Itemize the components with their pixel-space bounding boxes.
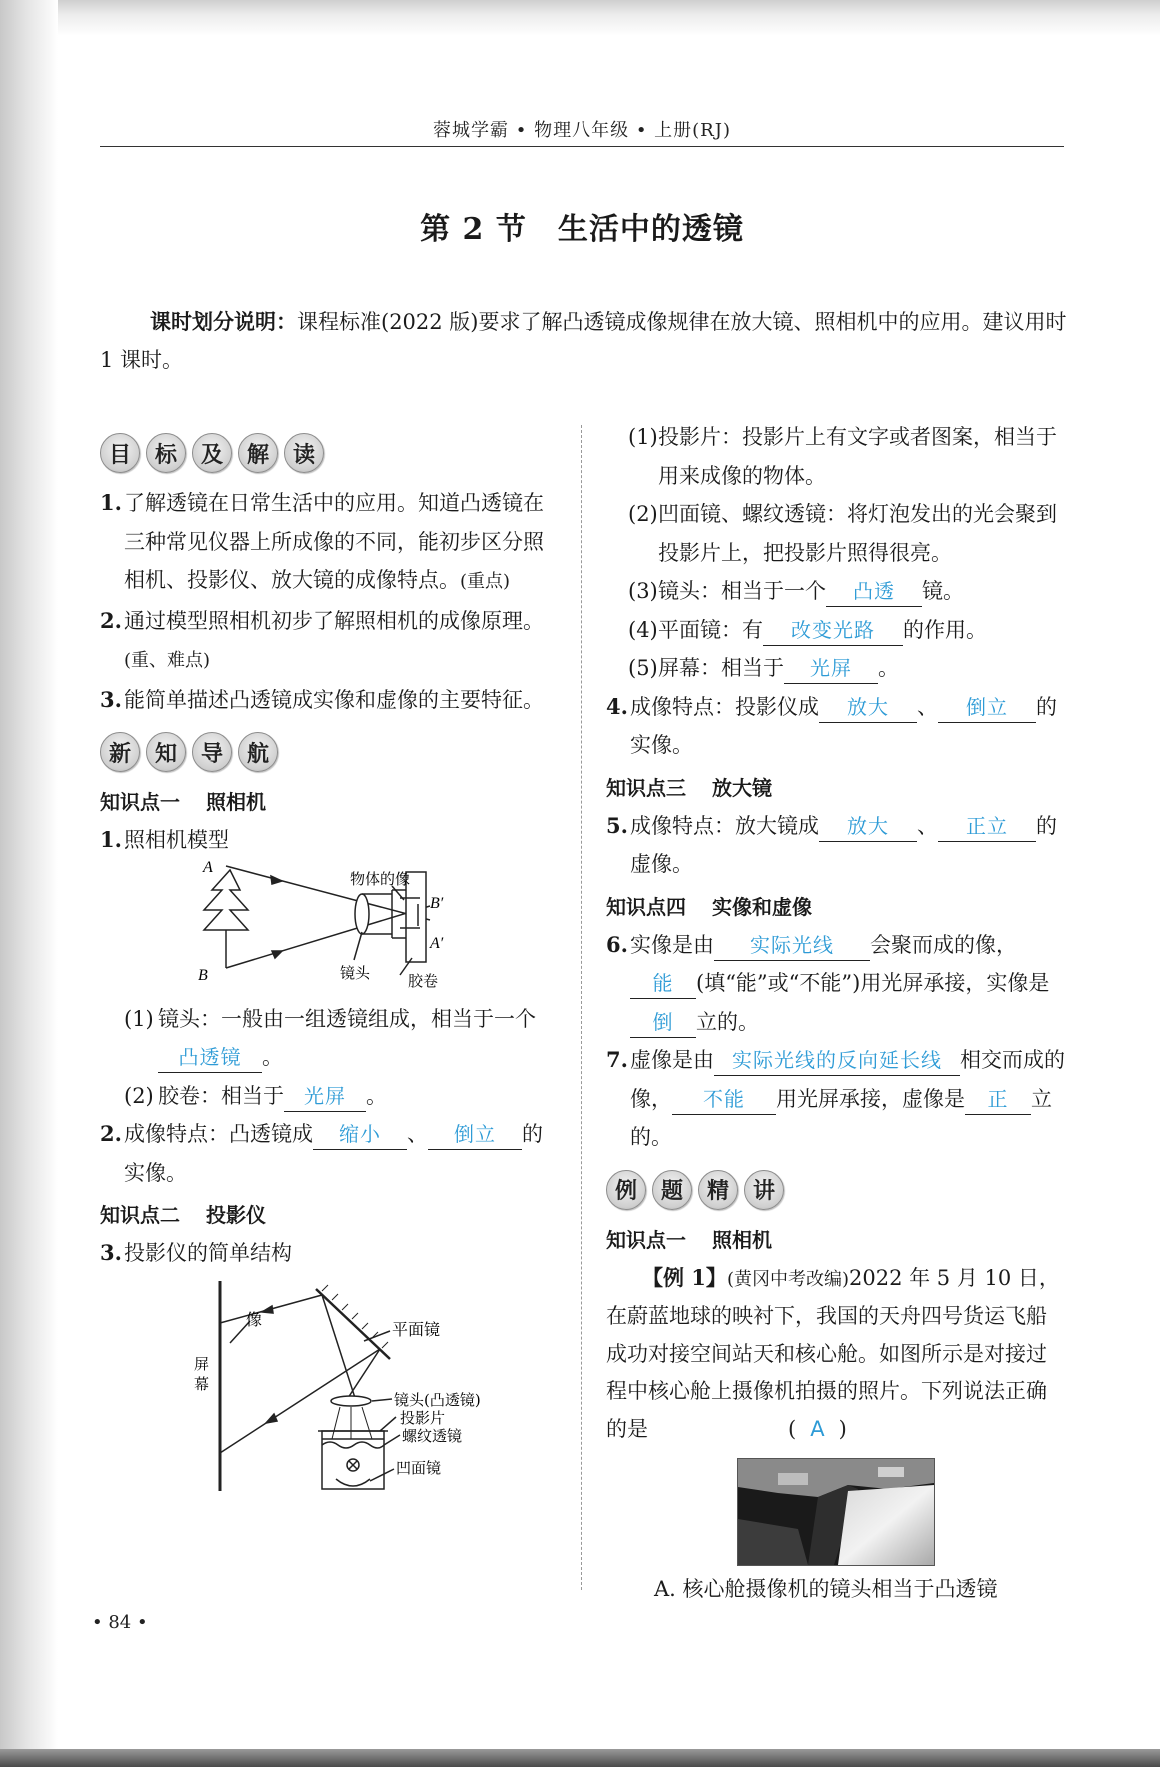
- sub-number: (1): [124, 1006, 154, 1031]
- answer-blank: 不能: [672, 1084, 776, 1115]
- badge-char: 标: [146, 433, 186, 473]
- text: 成像特点：投影仪成: [630, 694, 819, 719]
- badge-char: 精: [698, 1170, 738, 1210]
- answer-blank: 改变光路: [763, 615, 903, 646]
- docking-photo: [737, 1458, 935, 1566]
- badge-examples: [606, 1167, 1066, 1213]
- question-number: 4.: [606, 693, 628, 719]
- question-number: 7.: [606, 1047, 628, 1072]
- text: 凹面镜、螺纹透镜：将灯泡发出的光会聚到投影片上，把投影片照得很亮。: [658, 502, 1057, 565]
- kp-label: 知识点一: [606, 1227, 686, 1252]
- label-B-prime: B′: [430, 894, 444, 912]
- question-text: 投影仪的简单结构: [124, 1241, 292, 1265]
- option-a: [606, 1570, 1066, 1609]
- label-concave-mirror: 凹面镜: [396, 1458, 442, 1477]
- page-left-shadow: [0, 0, 58, 1767]
- answer-blank: 正立: [938, 811, 1036, 842]
- text: 成像特点：放大镜成: [630, 813, 819, 838]
- knowledge-point-heading: [100, 1196, 562, 1234]
- text: 的虚像。: [630, 813, 1057, 876]
- answer-blank: 倒立: [938, 692, 1036, 723]
- label-A: A: [203, 859, 213, 876]
- intro-label: 课时划分说明：: [150, 309, 297, 334]
- text: 、: [407, 1122, 428, 1146]
- goal-item: [100, 484, 562, 602]
- text: 会聚而成的像，: [870, 932, 1017, 957]
- label-A-prime: A′: [430, 934, 444, 952]
- knowledge-point-heading: [606, 1221, 1066, 1259]
- text: 实像是由: [630, 932, 714, 957]
- badge-char: 解: [238, 433, 278, 473]
- intro-text: 课程标准(2022 版)要求了解凸透镜成像规律在放大镜、照相机中的应用。建议用时 1 课时。: [100, 310, 1067, 372]
- goal-text: 了解透镜在日常生活中的应用。知道凸透镜在三种常见仪器上所成像的不同，能初步区分照相机、投影仪、放大镜的成像特点。: [124, 491, 544, 592]
- text: 成像特点：凸透镜成: [124, 1122, 313, 1146]
- answer-blank: 倒立: [428, 1119, 522, 1150]
- kp-name: 照相机: [206, 790, 266, 814]
- sub-item: [100, 1000, 562, 1077]
- sub-item: [606, 572, 1066, 611]
- sub-number: (1): [628, 425, 658, 449]
- camera-model-figure: [100, 860, 562, 1000]
- knowledge-point-heading: [606, 769, 1066, 807]
- question-item: [606, 1041, 1066, 1157]
- answer-blank: 凸透: [826, 576, 922, 607]
- answer-blank: 光屏: [784, 653, 878, 684]
- kp-name: 投影仪: [206, 1203, 266, 1227]
- label-slide: 投影片: [400, 1408, 446, 1427]
- label-lens-convex: 镜头(凸透镜): [394, 1390, 481, 1409]
- text: 的实像。: [630, 694, 1057, 757]
- label-screen-2: 幕: [194, 1374, 210, 1393]
- answer-blank: 实际光线的反向延长线: [714, 1045, 960, 1076]
- goal-item: [100, 602, 562, 681]
- right-column: [606, 418, 1066, 1609]
- section-title: 第 2 节 生活中的透镜: [420, 212, 744, 247]
- badge-char: 及: [192, 433, 232, 473]
- label-fresnel: 螺纹透镜: [402, 1426, 463, 1445]
- example-source: (黄冈中考改编): [726, 1268, 849, 1290]
- knowledge-point-heading: [606, 888, 1066, 926]
- sub-item: [606, 611, 1066, 650]
- left-column: [100, 430, 562, 1497]
- answer-blank: 放大: [819, 811, 917, 842]
- projector-figure: [100, 1273, 562, 1497]
- text: 相交而成的像，: [630, 1048, 1065, 1111]
- badge-char: 读: [284, 433, 324, 473]
- kp-label: 知识点一: [100, 790, 180, 814]
- label-image: 像: [246, 1309, 263, 1329]
- answer-blank: 凸透镜: [158, 1042, 262, 1073]
- goal-number: 3.: [100, 686, 122, 712]
- option-text: A. 核心舱摄像机的镜头相当于凸透镜: [654, 1577, 998, 1601]
- question-number: 1.: [100, 827, 122, 852]
- sub-item: [606, 649, 1066, 688]
- label-screen-1: 屏: [194, 1354, 210, 1373]
- sub-number: (4): [628, 617, 658, 642]
- answer-blank: 倒: [630, 1007, 696, 1038]
- kp-name: 实像和虚像: [712, 894, 812, 919]
- sub-number: (2): [628, 502, 658, 526]
- label-film: 胶卷: [408, 971, 439, 990]
- answer-blank: 正: [965, 1084, 1031, 1115]
- text: 镜头：一般由一组透镜组成，相当于一个: [158, 1006, 536, 1031]
- lesson-intro: [100, 303, 1068, 379]
- badge-char: 例: [606, 1170, 646, 1210]
- text: 。: [878, 656, 899, 680]
- kp-name: 照相机: [712, 1227, 772, 1252]
- text: 虚像是由: [630, 1048, 714, 1072]
- text: 胶卷：相当于: [158, 1083, 284, 1108]
- text: 立的。: [696, 1009, 759, 1034]
- text: 用光屏承接，虚像是: [776, 1086, 965, 1111]
- goal-note: (重点): [460, 571, 511, 592]
- badge-new-knowledge: [100, 729, 562, 775]
- sub-item: [606, 495, 1066, 572]
- viewer-bottom-bar: [0, 1749, 1160, 1767]
- label-object-image: 物体的像: [350, 869, 411, 888]
- badge-goals: [100, 430, 562, 476]
- text: 镜。: [922, 579, 964, 603]
- badge-char: 目: [100, 433, 140, 473]
- sub-number: (2): [124, 1083, 154, 1108]
- goal-text: 通过模型照相机初步了解照相机的成像原理。: [124, 608, 544, 633]
- question-item: [606, 926, 1066, 1042]
- example-text: 2022 年 5 月 10 日，在蔚蓝地球的映衬下，我国的天舟四号货运飞船成功对接空间站天和核心舱。如图所示是对接过程中核心舱上摄像机拍摄的照片。下列说法正确的是: [606, 1265, 1060, 1441]
- question-item: [100, 821, 562, 860]
- page-number: • 84 •: [92, 1612, 148, 1633]
- text: 屏幕：相当于: [658, 656, 784, 680]
- question-number: 3.: [100, 1240, 122, 1265]
- answer-blank: 缩小: [313, 1119, 407, 1150]
- answer-paren: ): [838, 1416, 847, 1441]
- text: 立的。: [630, 1086, 1052, 1149]
- badge-char: 导: [192, 732, 232, 772]
- label-B: B: [198, 966, 208, 984]
- kp-name: 放大镜: [712, 775, 772, 800]
- example-label: 【例 1】: [642, 1264, 727, 1290]
- example-answer: A: [810, 1416, 825, 1441]
- question-text: 照相机模型: [124, 828, 229, 852]
- goal-number: 2.: [100, 607, 122, 633]
- answer-blank: 能: [630, 968, 696, 999]
- column-divider: [581, 425, 582, 1590]
- label-lens: 镜头: [340, 963, 371, 982]
- answer-blank: 放大: [819, 692, 917, 723]
- question-item: [100, 1115, 562, 1192]
- running-header: 蓉城学霸 • 物理八年级 • 上册(RJ): [433, 120, 731, 141]
- page-top-shadow: [0, 0, 1160, 36]
- text: 的作用。: [903, 617, 987, 642]
- sub-number: (5): [628, 656, 658, 680]
- text: (填“能”或“不能”)用光屏承接，实像是: [696, 971, 1050, 995]
- knowledge-point-heading: [100, 783, 562, 821]
- goal-item: [100, 681, 562, 720]
- text: 镜头：相当于一个: [658, 579, 826, 603]
- text: 平面镜：有: [658, 617, 763, 642]
- text: 、: [917, 813, 938, 838]
- kp-label: 知识点三: [606, 775, 686, 800]
- text: 投影片：投影片上有文字或者图案，相当于用来成像的物体。: [658, 425, 1057, 488]
- badge-char: 新: [100, 732, 140, 772]
- sub-number: (3): [628, 579, 658, 603]
- question-number: 6.: [606, 931, 628, 957]
- badge-char: 题: [652, 1170, 692, 1210]
- answer-blank: 实际光线: [714, 930, 870, 961]
- question-item: [100, 1234, 562, 1273]
- answer-paren: (: [788, 1416, 797, 1441]
- label-plane-mirror: 平面镜: [392, 1319, 441, 1339]
- goal-text: 能简单描述凸透镜成实像和虚像的主要特征。: [124, 687, 544, 712]
- sub-item: [100, 1077, 562, 1116]
- question-number: 5.: [606, 812, 628, 838]
- question-item: [606, 807, 1066, 884]
- question-number: 2.: [100, 1121, 122, 1146]
- text: 的实像。: [124, 1122, 543, 1185]
- text: 。: [366, 1083, 387, 1108]
- question-item: [606, 688, 1066, 765]
- header-rule: [100, 146, 1064, 147]
- goal-number: 1.: [100, 490, 122, 515]
- text: 。: [262, 1045, 283, 1069]
- text: 、: [917, 694, 938, 719]
- badge-char: 讲: [744, 1170, 784, 1210]
- sub-item: [606, 418, 1066, 495]
- kp-label: 知识点四: [606, 894, 686, 919]
- example-1: [606, 1259, 1066, 1449]
- badge-char: 航: [238, 732, 278, 772]
- kp-label: 知识点二: [100, 1203, 180, 1227]
- badge-char: 知: [146, 732, 186, 772]
- answer-blank: 光屏: [284, 1081, 366, 1112]
- goal-note: (重、难点): [124, 650, 211, 671]
